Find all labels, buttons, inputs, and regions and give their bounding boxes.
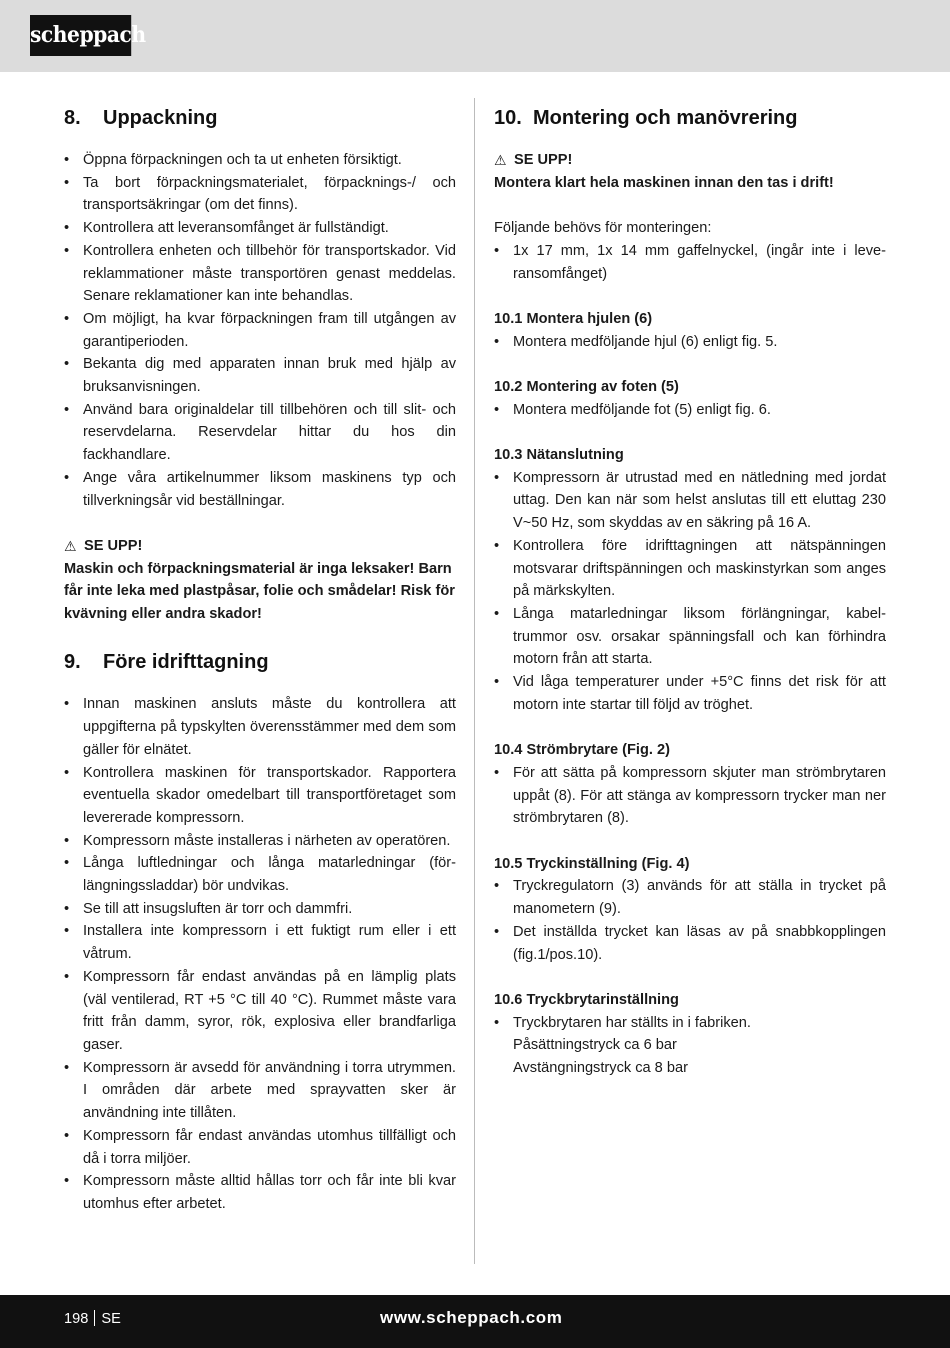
warning-triangle-icon: ⚠ — [64, 537, 77, 554]
scheppach-logo: scheppach — [30, 15, 131, 56]
list-item: • Bekanta dig med apparaten innan bruk med hjälp av bruksanvisningen. — [64, 353, 456, 398]
page-number-block — [64, 1310, 121, 1327]
page-number: 198 — [64, 1311, 89, 1327]
warning-heading — [494, 149, 886, 172]
list-item: • Tryckregulatorn (3) används för att ställa in trycket på manometern (9). — [494, 875, 886, 920]
warning-triangle-icon: ⚠ — [494, 152, 507, 168]
list-item: • Kompressorn måste alltid hållas torr och får inte bli kvar utomhus efter arbetet. — [64, 1170, 456, 1215]
needs-list — [494, 240, 886, 285]
section-number: 8. — [64, 107, 81, 129]
subsection-10-2-list — [494, 399, 886, 422]
list-item: • Öppna förpackningen och ta ut enheten försiktigt. — [64, 149, 456, 172]
list-item: • Kontrollera enheten och tillbehör för transportskador. Vid reklammationer måste transportören genast meddelas. Senare reklamationer kan inte behandlas. — [64, 240, 456, 308]
right-column — [494, 104, 886, 1080]
list-item: • Kompressorn måste installeras i närheten av operatören. — [64, 830, 456, 853]
subsection-10-1-title: 10.1 Montera hjulen (6) — [494, 310, 653, 327]
list-item: • Kontrollera före idrifttagningen att nätspänningen motsvarar driftspänningen och maskinstyrkan som anges på märkskylten. — [494, 535, 886, 603]
column-divider — [474, 98, 475, 1264]
subsection-10-6-list — [494, 1012, 886, 1035]
list-item: • Ange våra artikelnummer liksom maskinens typ och tillverkningsår vid beställningar. — [64, 467, 456, 512]
footer-separator — [94, 1310, 95, 1326]
subsection-10-6-title: 10.6 Tryckbrytarinställning — [494, 991, 679, 1008]
switch-on-pressure: Påsättningstryck ca 6 bar — [513, 1037, 677, 1054]
warning-text: Maskin och förpackningsmaterial är inga leksaker! Barn får inte leka med plastpåsar, folie och smådelar! Risk för kvävning eller andra skador! — [64, 560, 455, 623]
section-10-heading — [494, 104, 886, 132]
list-item: • Montera medföljande hjul (6) enligt fig. 5. — [494, 331, 886, 354]
list-item: • 1x 17 mm, 1x 14 mm gaffelnyckel, (ingår inte i leveransomfånget) — [494, 240, 886, 285]
list-item: • Kompressorn är utrustad med en nätledning med jordat uttag. Den kan när som helst anslutas till ett eluttag 230 V~50 Hz, som skyddas av en säkring på 16 A. — [494, 467, 886, 535]
subsection-10-4-list — [494, 762, 886, 830]
switch-off-pressure: Avstängningstryck ca 8 bar — [513, 1060, 688, 1077]
list-item: • Innan maskinen ansluts måste du kontrollera att uppgifterna på typskylten överensstämmer med dem som gäller för elnätet. — [64, 693, 456, 761]
unpacking-list — [64, 149, 456, 512]
subsection-10-1-list — [494, 331, 886, 354]
list-item: • Tryckbrytaren har ställts in i fabriken. — [494, 1012, 886, 1035]
list-item: • Installera inte kompressorn i ett fuktigt rum eller i ett våtrum. — [64, 920, 456, 965]
section-number: 9. — [64, 651, 81, 674]
list-item: • Kontrollera att leveransomfånget är fullständigt. — [64, 217, 456, 240]
list-item: • Kompressorn får endast användas utomhus tillfälligt och då i torra miljöer. — [64, 1125, 456, 1170]
section-9-heading — [64, 648, 456, 676]
list-item: • För att sätta på kompressorn skjuter man strömbrytaren uppåt (8). För att stänga av kompressorn trycker man ner strömbrytaren (8). — [494, 762, 886, 830]
subsection-10-4-title: 10.4 Strömbrytare (Fig. 2) — [494, 742, 670, 759]
warning-heading — [64, 535, 456, 558]
section-number: 10. — [494, 107, 522, 129]
list-item: • Se till att insugsluften är torr och dammfri. — [64, 898, 456, 921]
section-8-heading — [64, 104, 456, 132]
footer-bar — [0, 1295, 950, 1348]
list-item: • Det inställda trycket kan läsas av på snabbkopplingen (fig.1/pos.10). — [494, 921, 886, 966]
language-code: SE — [101, 1311, 121, 1327]
list-item: • Kontrollera maskinen för transportskador. Rapportera eventuella skador omedelbart till transportföretaget som levererade kompressorn. — [64, 762, 456, 830]
list-item: • Långa luftledningar och långa matarledningar (förlängningssladdar) bör undvikas. — [64, 852, 456, 897]
list-item: • Använd bara originaldelar till tillbehören och till slit- och reservdelarna. Reservdelar hittar du hos din fackhandlare. — [64, 399, 456, 467]
warning-label: SE UPP! — [514, 152, 573, 168]
subsection-10-5-list — [494, 875, 886, 966]
list-item: • Kompressorn får endast användas på en lämplig plats (väl ventilerad, RT +5 °C till 40 °C). Rummet måste vara fritt från damm, syror, rök, explosiva eller brandfarliga gaser. — [64, 966, 456, 1057]
warning-text: Montera klart hela maskinen innan den tas i drift! — [494, 174, 834, 191]
list-item: • Montera medföljande fot (5) enligt fig. 6. — [494, 399, 886, 422]
list-item: • Kompressorn är avsedd för användning i torra utrymmen. I områden där arbete med sprayvatten sker är användning inte tillåten. — [64, 1057, 456, 1125]
section-title: Uppackning — [103, 107, 218, 129]
subsection-10-3-list — [494, 467, 886, 717]
header-bar — [0, 0, 950, 72]
section-title: Före idrifttagning — [103, 651, 269, 674]
subsection-10-3-title: 10.3 Nätanslutning — [494, 447, 624, 464]
needs-intro: Följande behövs för monteringen: — [494, 220, 712, 237]
left-column — [64, 104, 456, 1216]
list-item: • Långa matarledningar liksom förlängningar, kabeltrummor osv. orsakar spänningsfall och kan förhindra motorn från att starta. — [494, 603, 886, 671]
warning-label: SE UPP! — [84, 537, 143, 554]
subsection-10-5-title: 10.5 Tryckinställning (Fig. 4) — [494, 855, 690, 872]
list-item: • Vid låga temperaturer under +5°C finns det risk för att motorn inte startar till följd av tröghet. — [494, 671, 886, 716]
list-item: • Ta bort förpackningsmaterialet, förpacknings-/ och transportsäkringar (om det finns). — [64, 172, 456, 217]
list-item: • Om möjligt, ha kvar förpackningen fram till utgången av garantiperioden. — [64, 308, 456, 353]
subsection-10-2-title: 10.2 Montering av foten (5) — [494, 378, 679, 395]
before-use-list — [64, 693, 456, 1215]
section-title: Montering och manövrering — [533, 107, 798, 129]
website-url: www.scheppach.com — [380, 1308, 563, 1327]
